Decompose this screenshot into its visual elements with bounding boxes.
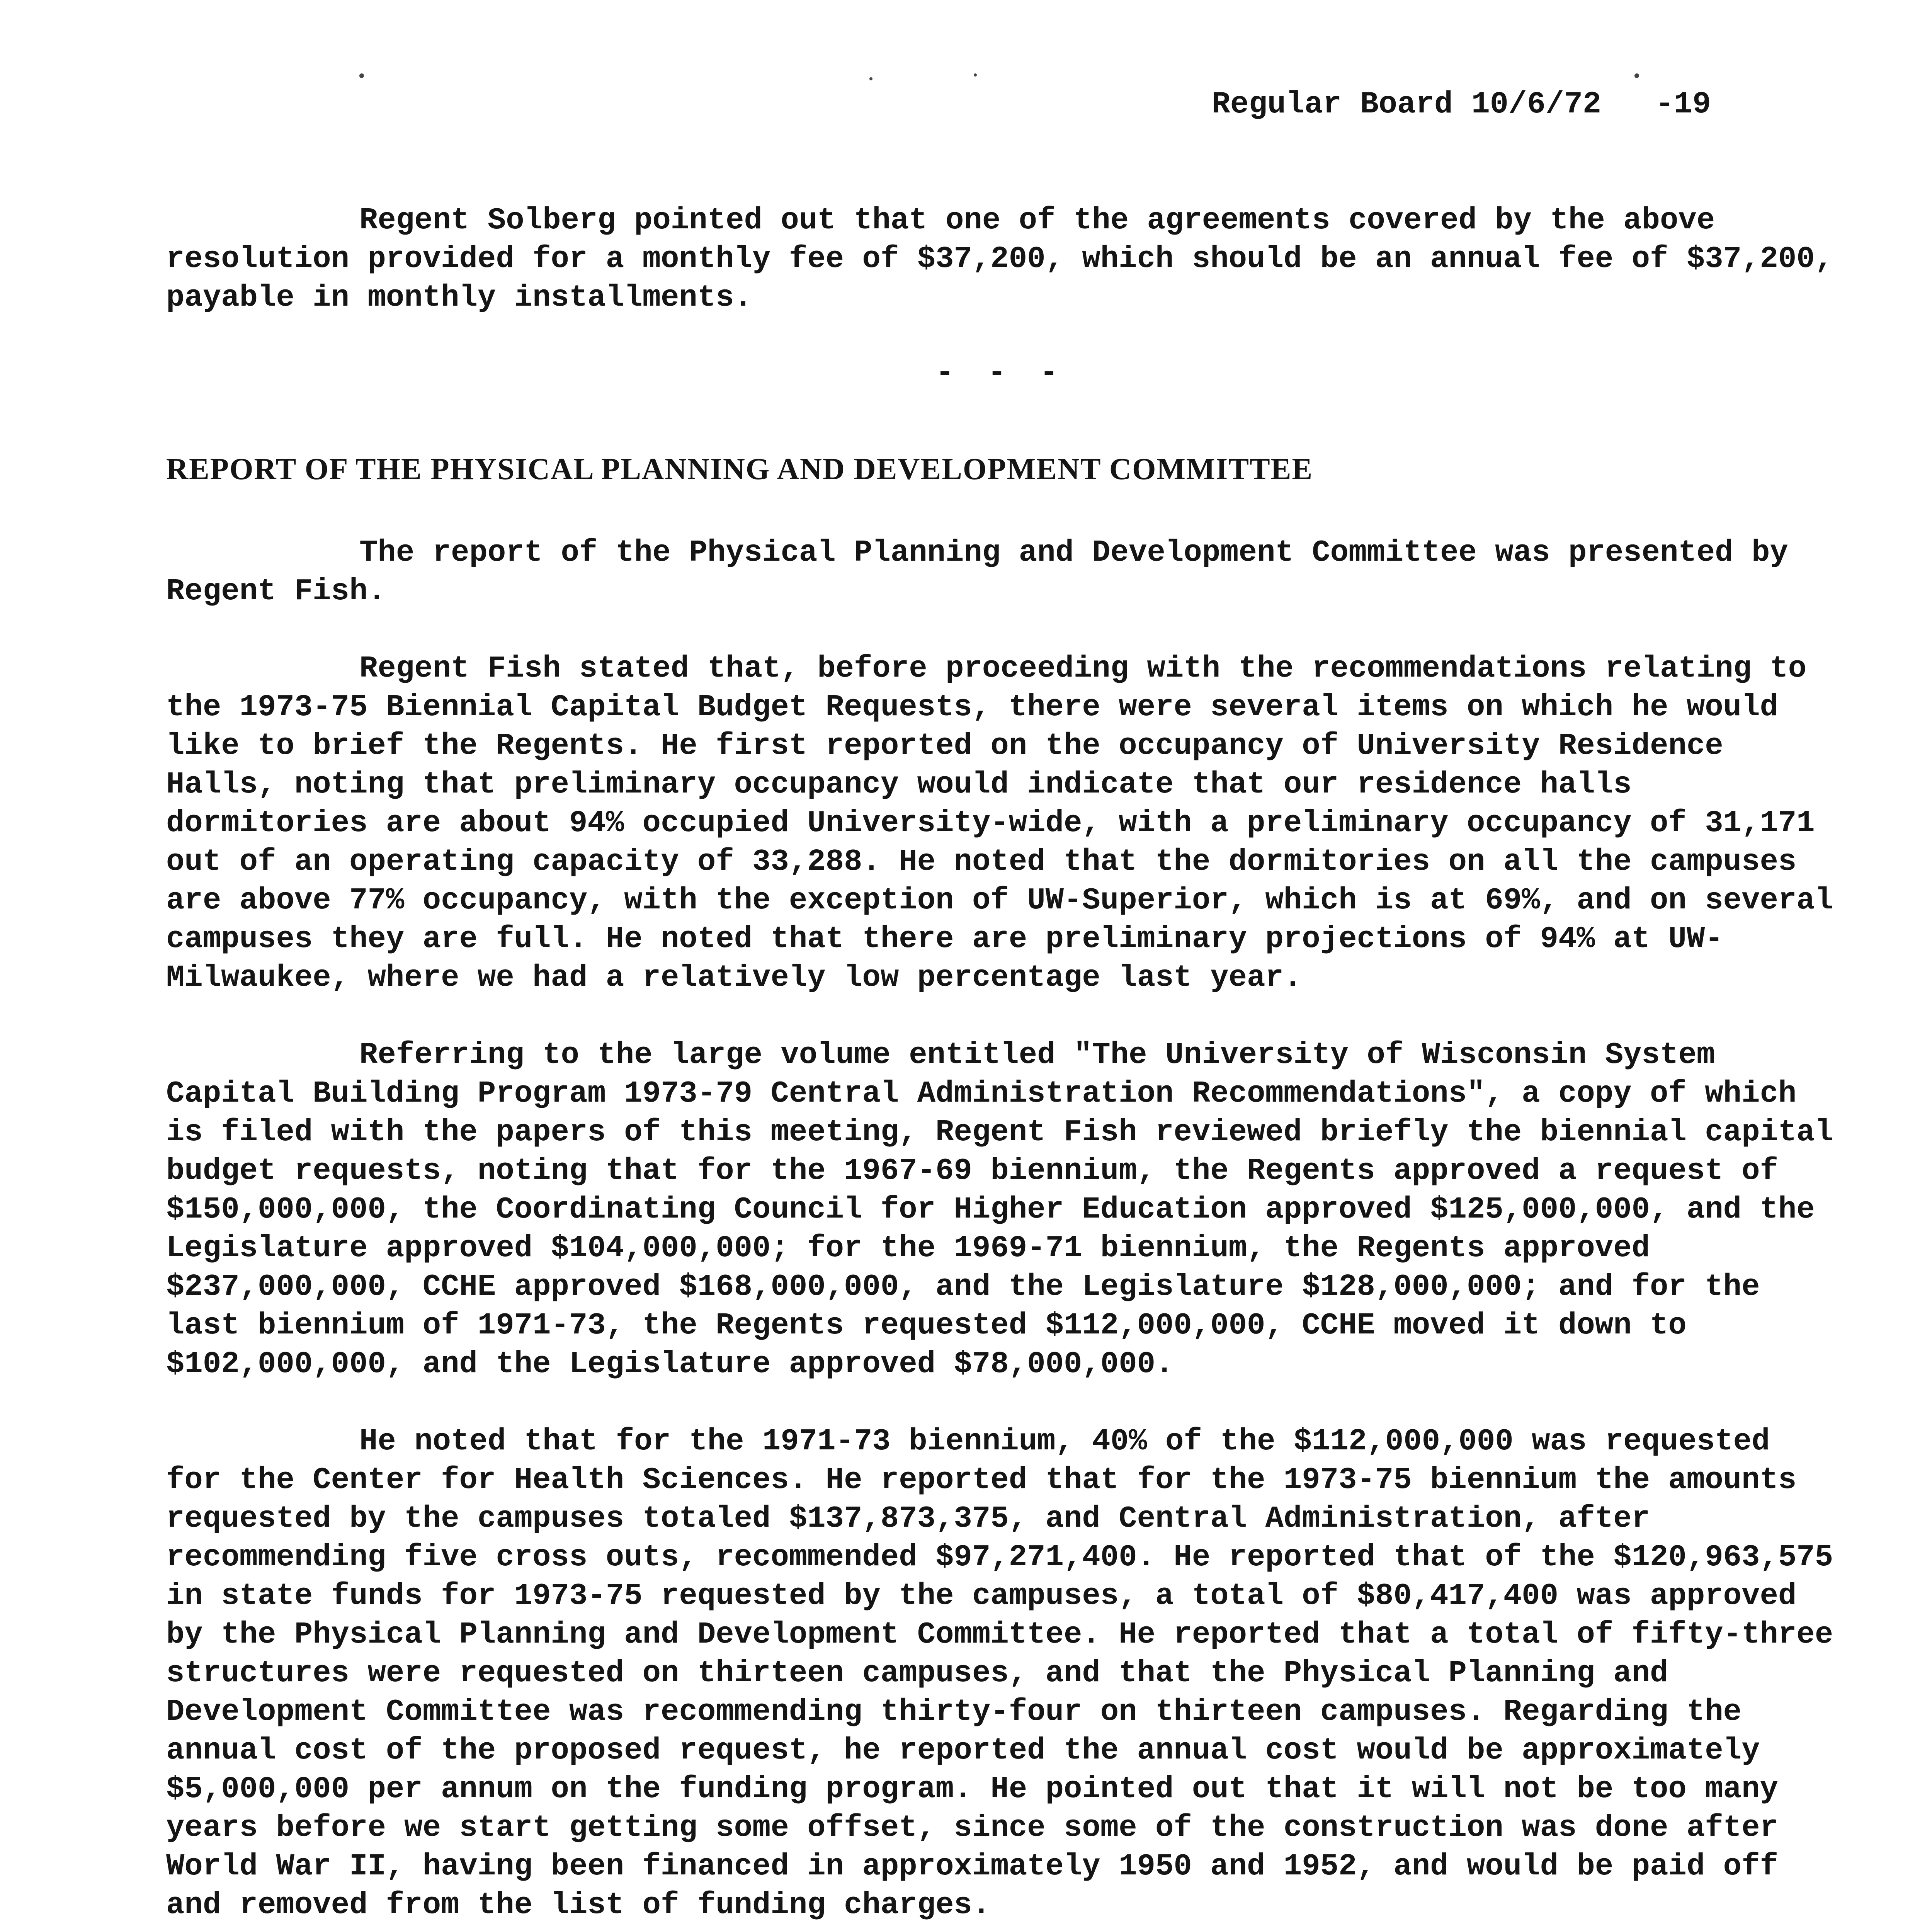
- paragraph-text: He noted that for the 1971-73 biennium, 40% of the $112,000,000 was requested for the Center for Health Sciences. He reported that for the 1973-75 biennium the amounts requested by the campuses totaled $137,873,375, and Central Administration, after recommending five cross outs, recommended $97,271,400. He reported that of the $120,963,575 in state funds for 1973-75 requested by the campuses, a total of $80,417,400 was approved by the Physical Planning and Development Committee. He reported that a total of fifty-three structures were requested on thirteen campuses, and that the Physical Planning and Development Committee was recommending thirty-four on thirteen campuses. Regarding the annual cost of the proposed request, he reported the annual cost would be approximately $5,000,000 per annum on the funding program. He pointed out that it will not be too many years before we start getting some offset, since some of the construction was done after World War II, having been financed in approximately 1950 and 1952, and would be paid off and removed from the list of funding charges.: [166, 1424, 1833, 1922]
- document-body: [166, 201, 1835, 1932]
- paragraph: [166, 201, 1835, 317]
- paragraph: [166, 1422, 1835, 1924]
- paragraph-text: Regent Fish stated that, before proceeding with the recommendations relating to the 1973-75 Biennial Capital Budget Requests, there were several items on which he would like to brief the Regents. He first reported on the occupancy of University Residence Halls, noting that preliminary occupancy would indicate that our residence halls dormitories are about 94% occupied University-wide, with a preliminary occupancy of 31,171 out of an operating capacity of 33,288. He noted that the dormitories on all the campuses are above 77% occupancy, with the exception of UW-Superior, which is at 69%, and on several campuses they are full. He noted that there are preliminary projections of 94% at UW-Milwaukee, where we had a relatively low percentage last year.: [166, 651, 1833, 995]
- header-label: Regular Board 10/6/72: [1211, 87, 1601, 122]
- scan-speck: [359, 73, 364, 78]
- section-title: REPORT OF THE PHYSICAL PLANNING AND DEVELOPMENT COMMITTEE: [166, 452, 1313, 486]
- paragraph-text: Regent Solberg pointed out that one of the agreements covered by the above resolution provided for a monthly fee of $37,200, which should be an annual fee of $37,200, payable in monthly installments.: [166, 203, 1833, 315]
- paragraph-text: The report of the Physical Planning and Development Committee was presented by Regent Fish.: [166, 535, 1788, 609]
- paragraph: [166, 649, 1835, 997]
- scan-speck: [974, 73, 977, 77]
- paragraph-text: Referring to the large volume entitled "The University of Wisconsin System Capital Building Program 1973-79 Central Administration Recommendations", a copy of which is filed with the papers of this meeting, Regent Fish reviewed briefly the biennial capital budget requests, noting that for the 1967-69 biennium, the Regents approved a request of $150,000,000, the Coordinating Council for Higher Education approved $125,000,000, and the Legislature approved $104,000,000; for the 1969-71 biennium, the Regents approved $237,000,000, CCHE approved $168,000,000, and the Legislature $128,000,000; and for the last biennium of 1971-73, the Regents requested $112,000,000, CCHE moved it down to $102,000,000, and the Legislature approved $78,000,000.: [166, 1037, 1833, 1381]
- scan-speck: [869, 77, 872, 80]
- paragraph: [166, 533, 1835, 611]
- page-header: [1212, 87, 1711, 122]
- paragraph: [166, 1036, 1835, 1383]
- scan-speck: [1634, 73, 1639, 78]
- header-page-number: -19: [1655, 87, 1711, 122]
- section-separator: - - -: [935, 355, 1066, 390]
